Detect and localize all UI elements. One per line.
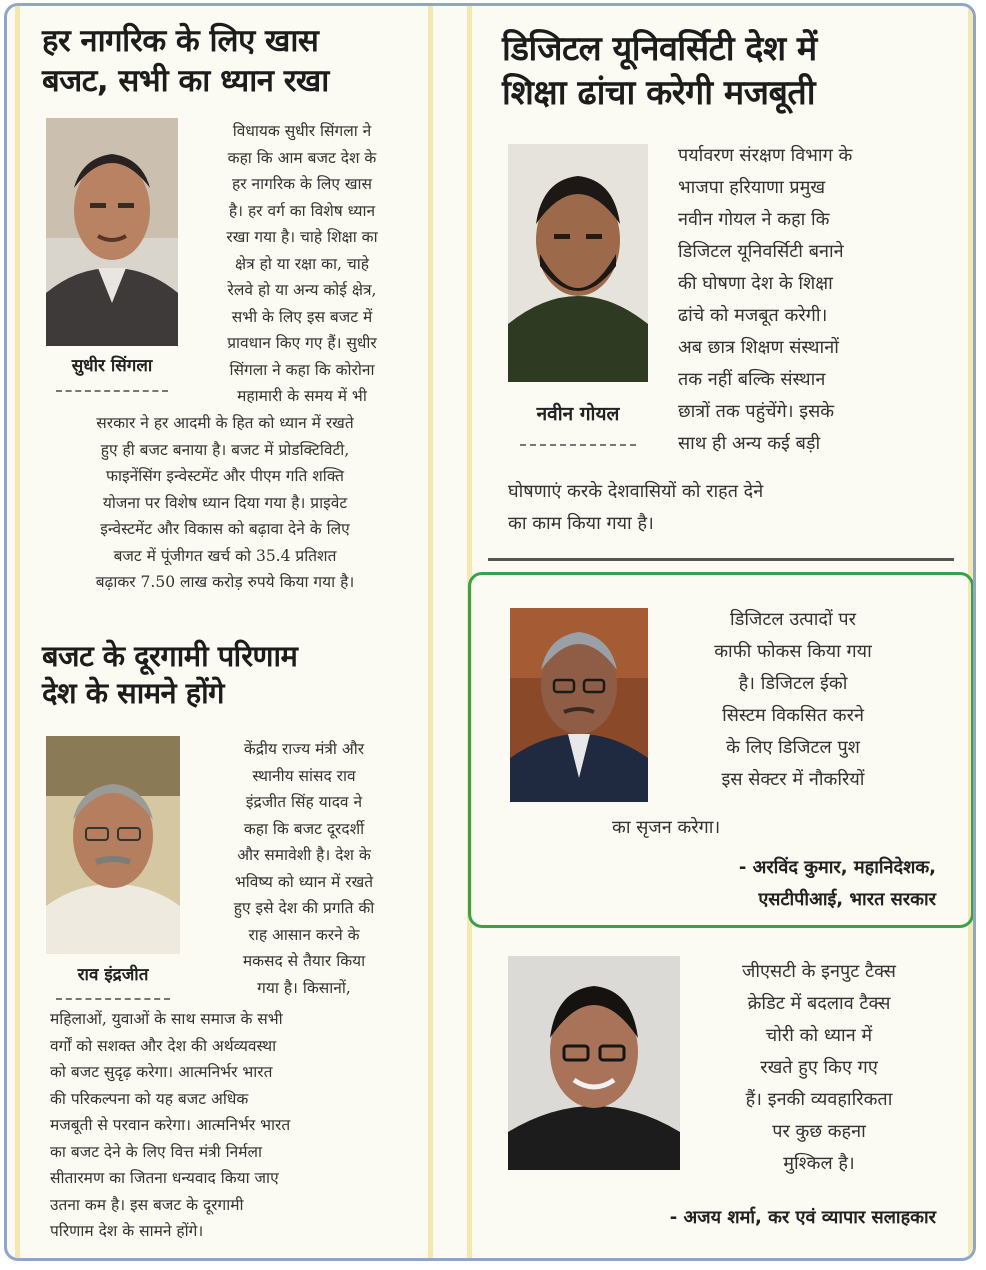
headline-line: हर नागरिक के लिए खास [42,23,319,59]
text-line: क्रेडिट में बदलाव टैक्स [747,993,891,1014]
gst-quote-text [686,956,952,1180]
text-line: ढांचे को मजबूत करेगी। [678,305,828,326]
text-line: भाजपा हरियाणा प्रमुख [678,177,826,198]
article-digital-university-side-text [678,140,962,460]
article-budget-citizen-headline [42,22,422,101]
article-budget-longterm-headline [42,638,422,712]
text-line: सिंगला ने कहा कि कोरोना [229,360,375,379]
text-line: परिणाम देश के सामने होंगे। [50,1222,204,1240]
text-line: क्षेत्र हो या रक्षा का, चाहे [235,254,369,273]
text-line: उतना कम है। इस बजट के दूरगामी [50,1195,244,1214]
text-line: सभी के लिए इस बजट में [231,307,373,326]
text-line: के लिए डिजिटल पुश [726,737,860,758]
rao-inderjit-photo [46,736,180,954]
text-line: योजना पर विशेष ध्यान दिया गया है। प्राइवेट [102,493,348,512]
sudhir-singla-photo [46,118,178,346]
article-digital-university-full-text [508,476,958,540]
text-line: कहा कि बजट दूरदर्शी [243,819,365,838]
article-budget-longterm-full-text [50,1006,420,1245]
text-line: हुए इसे देश की प्रगति की [233,899,375,917]
text-line: फाइनेंसिंग इन्वेस्टमेंट और पीएम गति शक्ति [106,467,344,485]
text-line: रेलवे हो या अन्य कोई क्षेत्र, [227,281,377,299]
text-line: का काम किया गया है। [508,513,654,534]
article-digital-university-headline [502,28,962,115]
article-budget-citizen-full-text [30,410,420,596]
caption-divider [520,444,636,446]
arvind-kumar-photo [510,608,648,802]
sudhir-singla-caption: सुधीर सिंगला [71,356,153,376]
headline-line: देश के सामने होंगे [42,676,224,711]
digital-products-quote-last-line: का सृजन करेगा। [612,817,721,838]
text-line: गया है। किसानों, [257,978,351,997]
headline-line: बजट के दूरगामी परिणाम [42,639,298,673]
naveen-goyal-caption: नवीन गोयल [536,403,620,425]
article-budget-longterm-side-text [188,736,420,1001]
text-line: को बजट सुदृढ़ करेगा। आत्मनिर्भर भारत [50,1063,273,1081]
text-line: महिलाओं, युवाओं के साथ समाज के सभी [50,1010,283,1028]
text-line: भविष्य को ध्यान में रखते [234,872,374,891]
text-line: राह आसान करने के [248,925,360,944]
text-line: सरकार ने हर आदमी के हित को ध्यान में रखते [96,414,354,432]
right-column [467,6,973,1258]
left-column [15,6,433,1258]
text-line: विधायक सुधीर सिंगला ने [232,122,372,140]
text-line: घोषणाएं करके देशवासियों को राहत देने [508,481,764,502]
caption-divider [56,390,168,392]
text-line: मकसद से तैयार किया [242,952,366,970]
rao-inderjit-caption: राव इंद्रजीत [77,965,149,985]
section-divider [488,558,954,561]
text-line: मुश्किल है। [783,1153,855,1174]
text-line: इन्वेस्टमेंट और विकास को बढ़ावा देने के लिए [100,520,350,538]
text-line: साथ ही अन्य कई बड़ी [678,433,821,454]
text-line: हर नागरिक के लिए खास [231,175,373,193]
ajay-sharma-attribution: - अजय शर्मा, कर एवं व्यापार सलाहकार [669,1207,936,1228]
headline-line: बजट, सभी का ध्यान रखा [42,62,329,99]
text-line: सिस्टम विकसित करने [722,705,864,726]
text-line: पर्यावरण संरक्षण विभाग के [678,145,853,166]
text-line: नवीन गोयल ने कहा कि [678,209,830,230]
text-line: का बजट देने के लिए वित्त मंत्री निर्मला [50,1142,262,1161]
text-line: स्थानीय सांसद राव [252,766,356,785]
text-line: रखा गया है। चाहे शिक्षा का [226,228,378,246]
text-line: जीएसटी के इनपुट टैक्स [742,961,896,982]
text-line: वर्गों को सशक्त और देश की अर्थव्यवस्था [50,1036,277,1055]
arvind-kumar-attribution [532,852,936,916]
text-line: तक नहीं बल्कि संस्थान [678,369,826,390]
text-line: छात्रों तक पहुंचेंगे। इसके [678,401,835,422]
headline-line: डिजिटल यूनिवर्सिटी देश में [502,29,817,69]
newspaper-clipping [4,3,976,1261]
text-line: और समावेशी है। देश के [237,846,371,864]
attribution-line: - अरविंद कुमार, महानिदेशक, [738,857,936,878]
text-line: की घोषणा देश के शिक्षा [678,273,833,294]
text-line: की परिकल्पना को यह बजट अधिक [50,1089,249,1108]
text-line: मजबूती से परवान करेगा। आत्मनिर्भर भारत [50,1116,291,1134]
attribution-line: एसटीपीआई, भारत सरकार [758,889,936,910]
digital-products-quote-text [658,604,928,796]
text-line: चोरी को ध्यान में [765,1025,873,1046]
text-line: रखते हुए किए गए [760,1057,878,1078]
naveen-goyal-photo [508,144,648,382]
ajay-sharma-photo [508,956,680,1170]
text-line: है। डिजिटल ईको [738,673,848,694]
text-line: महामारी के समय में भी [237,387,367,405]
text-line: केंद्रीय राज्य मंत्री और [243,740,365,758]
text-line: इस सेक्टर में नौकरियों [721,769,865,790]
text-line: है। हर वर्ग का विशेष ध्यान [228,201,376,220]
text-line: बजट में पूंजीगत खर्च को 35.4 प्रतिशत [113,546,337,565]
text-line: अब छात्र शिक्षण संस्थानों [678,337,839,358]
text-line: काफी फोकस किया गया [714,641,872,662]
text-line: बढ़ाकर 7.50 लाख करोड़ रुपये किया गया है। [95,573,355,591]
text-line: सीतारमण का जितना धन्यवाद किया जाए [50,1169,279,1187]
text-line: इंद्रजीत सिंह यादव ने [245,793,363,811]
text-line: हैं। इनकी व्यवहारिकता [745,1089,893,1110]
text-line: पर कुछ कहना [772,1121,866,1142]
text-line: हुए ही बजट बनाया है। बजट में प्रोडक्टिविटी, [100,440,350,459]
text-line: डिजिटल उत्पादों पर [730,609,856,630]
caption-divider [56,998,170,1000]
headline-line: शिक्षा ढांचा करेगी मजबूती [502,72,816,113]
text-line: प्रावधान किए गए हैं। सुधीर [227,334,377,352]
text-line: डिजिटल यूनिवर्सिटी बनाने [678,241,844,262]
article-budget-citizen-side-text [186,118,418,410]
text-line: कहा कि आम बजट देश के [227,148,377,167]
